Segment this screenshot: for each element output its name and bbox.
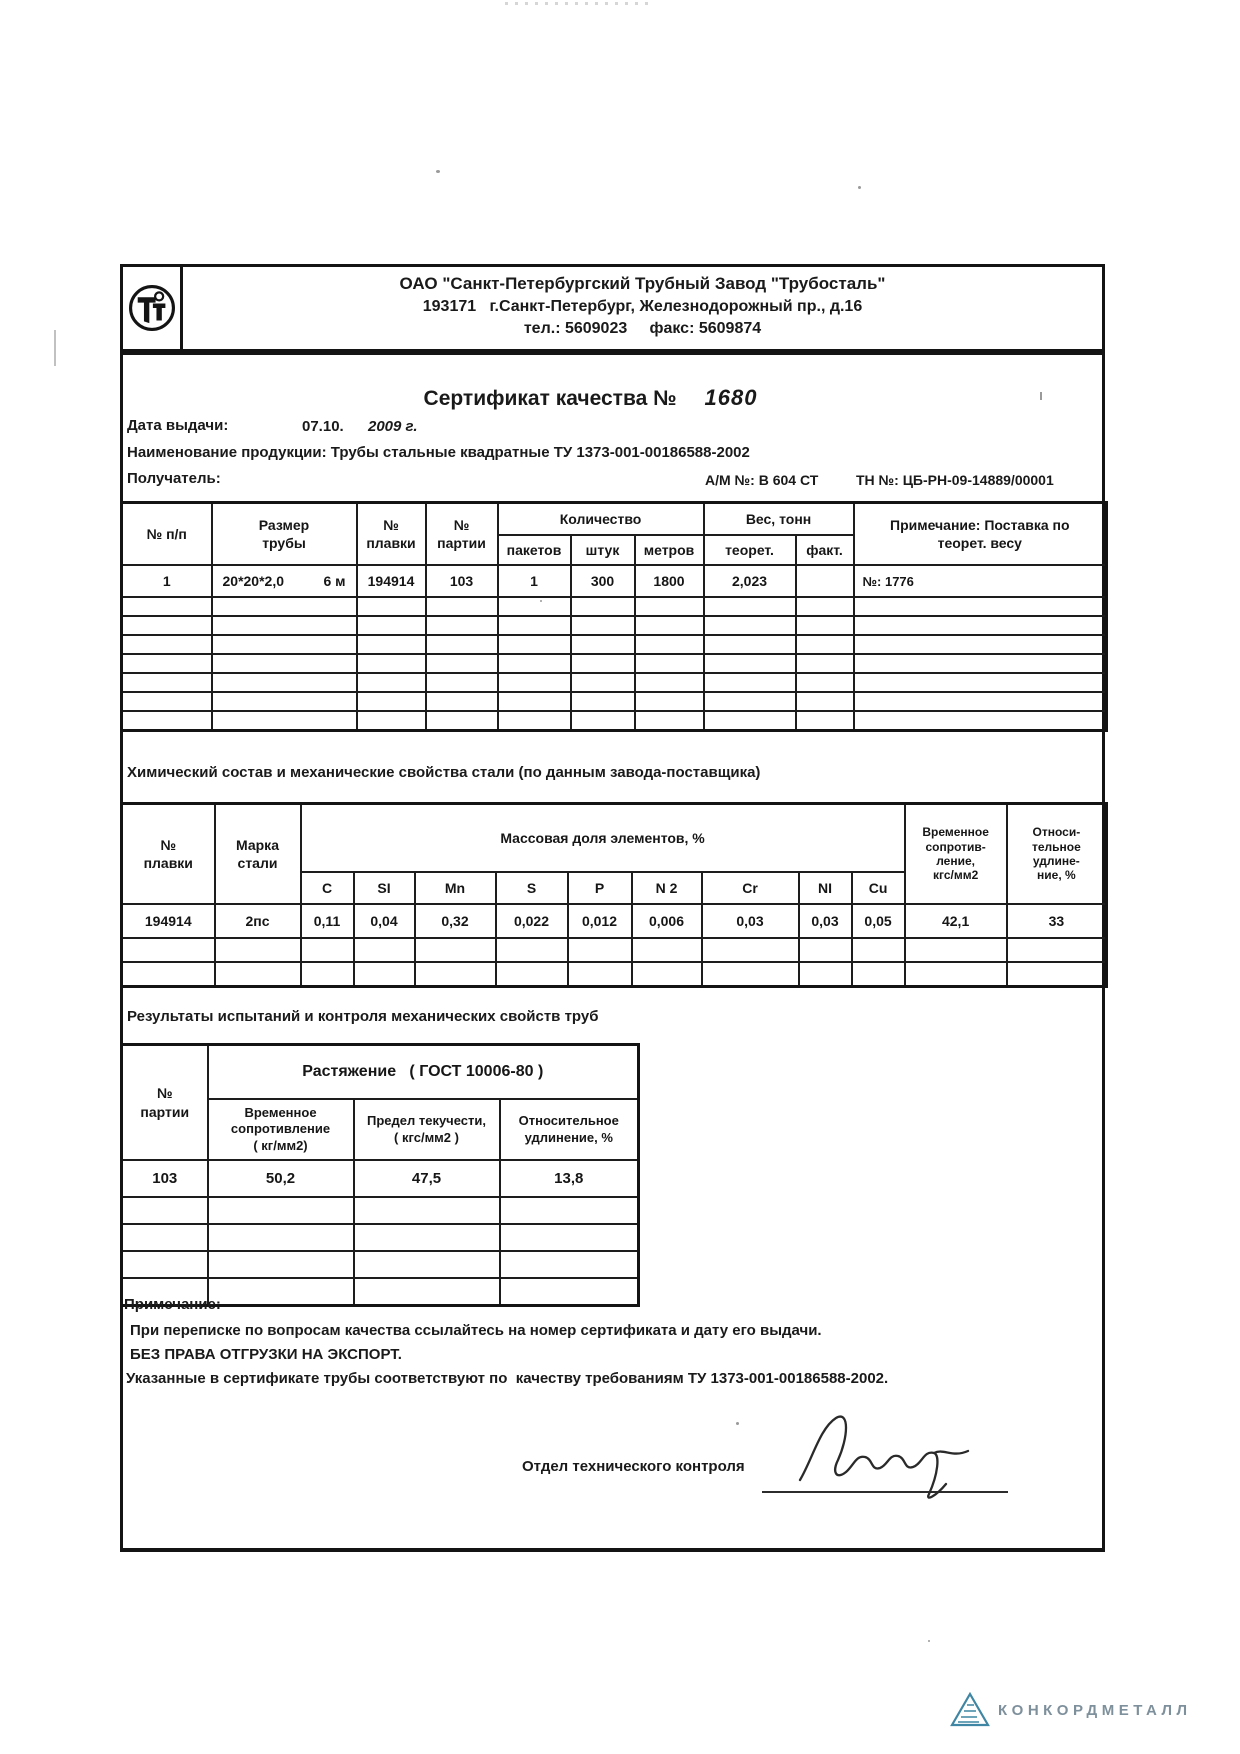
line: ление,	[936, 854, 975, 868]
line: плавки	[366, 535, 416, 551]
line: Временное	[922, 825, 989, 840]
cell-batch: 103	[426, 565, 498, 597]
line: кгс/мм2	[932, 868, 979, 883]
element-header-mn: Mn	[415, 872, 496, 904]
col-header-mass-fraction: Массовая доля элементов, %	[301, 804, 905, 873]
issue-date-year: 2009 г.	[368, 418, 418, 435]
col-header-tensile	[905, 804, 1007, 905]
cell-c: 0,11	[301, 904, 354, 938]
empty-row	[122, 711, 1107, 731]
vehicle-ref: А/М №: В 604 СТ	[705, 472, 819, 488]
empty-row	[122, 635, 1107, 654]
col-header-grade: Марка стали	[215, 804, 301, 905]
col-header-heat	[122, 804, 215, 905]
empty-row	[122, 673, 1107, 692]
chem-section-title: Химический состав и механические свойства стали (по данным завода-поставщика)	[127, 764, 761, 781]
issue-date-value: 07.10.	[302, 418, 344, 435]
element-header-cr: Cr	[702, 872, 799, 904]
product-line: Наименование продукции: Трубы стальные квадратные ТУ 1373-001-00186588-2002	[127, 444, 750, 461]
col-header-pieces: штук	[571, 535, 635, 565]
cell-cu: 0,05	[852, 904, 905, 938]
test-data-row	[122, 1160, 639, 1197]
col-header-fact: факт.	[796, 535, 854, 565]
line: тельное	[1031, 839, 1081, 854]
notes-line-2: БЕЗ ПРАВА ОТГРУЗКИ НА ЭКСПОРТ.	[130, 1346, 402, 1363]
element-header-s: S	[496, 872, 568, 904]
col-header-tension: Растяжение ( ГОСТ 10006-80 )	[208, 1045, 639, 1100]
col-header-batch	[122, 1045, 208, 1161]
company-contacts: тел.: 5609023 факс: 5609874	[523, 320, 762, 337]
line: сопротив-	[925, 839, 986, 854]
line: №	[160, 836, 177, 853]
line: ( кг/мм2)	[253, 1137, 308, 1153]
line: ( кгс/мм2 )	[394, 1129, 459, 1145]
cell-weight-fact	[796, 565, 854, 597]
cell-grade: 2пс	[215, 904, 301, 938]
pipes-table	[120, 501, 1108, 732]
col-header-size	[212, 503, 357, 566]
pipe-length: 6 м	[323, 573, 346, 589]
col-header-elongation	[1007, 804, 1107, 905]
line: №	[453, 516, 470, 533]
col-header-packs: пакетов	[498, 535, 571, 565]
line: удлинение, %	[524, 1129, 613, 1145]
element-header-ni: NI	[799, 872, 852, 904]
waybill-ref: ТН №: ЦБ-РН-09-14889/00001	[856, 472, 1054, 488]
empty-row	[122, 654, 1107, 673]
scan-artifact-dots	[505, 2, 655, 5]
empty-row	[122, 597, 1107, 616]
line: сопротивление	[230, 1121, 331, 1137]
cell-n2: 0,006	[632, 904, 702, 938]
line: партии	[140, 1103, 190, 1120]
cell-batch: 103	[122, 1160, 208, 1197]
scan-speck	[436, 170, 440, 173]
element-header-c: C	[301, 872, 354, 904]
header-box	[120, 264, 1105, 352]
cell-yield: 47,5	[354, 1160, 500, 1197]
cell-note: №: 1776	[854, 565, 1107, 597]
line: №	[156, 1085, 173, 1102]
line: Предел текучести,	[366, 1113, 486, 1129]
col-header-weight: Вес, тонн	[704, 503, 854, 536]
line: партии	[437, 535, 486, 551]
konkordmetall-brand-text: КОНКОРДМЕТАЛЛ	[998, 1702, 1192, 1719]
cell-pieces: 300	[571, 565, 635, 597]
pipe-size: 20*20*2,0	[222, 573, 285, 589]
cell-s: 0,022	[496, 904, 568, 938]
empty-row	[122, 616, 1107, 635]
line: №	[383, 516, 399, 533]
line: удлине-	[1032, 854, 1080, 868]
certificate-title-row	[98, 385, 1083, 411]
receiver-label: Получатель:	[127, 470, 221, 487]
col-header-quantity: Количество	[498, 503, 704, 536]
col-header-note	[854, 503, 1107, 566]
cell-num: 1	[122, 565, 212, 597]
test-section-title: Результаты испытаний и контроля механических свойств труб	[127, 1008, 599, 1025]
konkordmetall-logo-icon	[950, 1692, 990, 1728]
cell-weight-theor: 2,023	[704, 565, 796, 597]
empty-row	[122, 938, 1107, 962]
empty-row	[122, 1224, 639, 1251]
cell-elongation: 33	[1007, 904, 1107, 938]
cell-heat: 194914	[122, 904, 215, 938]
test-results-table	[120, 1043, 640, 1307]
pipes-data-row	[122, 565, 1107, 597]
col-header-batch	[426, 503, 498, 566]
line: Временное	[244, 1105, 317, 1121]
line: теорет. весу	[937, 535, 1022, 551]
empty-row	[122, 1197, 639, 1224]
issue-date-label: Дата выдачи:	[127, 417, 229, 434]
scan-artifact-dash	[54, 330, 56, 366]
empty-row	[122, 962, 1107, 987]
cell-meters: 1800	[635, 565, 704, 597]
notes-line-3: Указанные в сертификате трубы соответствуют по качеству требованиям ТУ 1373-001-00186588-2002.	[126, 1370, 889, 1387]
certificate-number: 1680	[704, 385, 758, 410]
chemistry-data-row	[122, 904, 1107, 938]
cell-size	[212, 565, 357, 597]
line: плавки	[143, 855, 193, 871]
empty-row	[122, 692, 1107, 711]
col-header-theor: теорет.	[704, 535, 796, 565]
col-header-yield	[354, 1099, 500, 1160]
element-header-n2: N 2	[632, 872, 702, 904]
notes-label: Примечание:	[124, 1296, 221, 1313]
cell-packs: 1	[498, 565, 571, 597]
logo-cell	[123, 267, 183, 349]
qc-department-label: Отдел технического контроля	[522, 1458, 745, 1475]
scan-speck	[858, 186, 861, 189]
line: Относи-	[1032, 825, 1081, 840]
company-address: 193171 г.Санкт-Петербург, Железнодорожный пр., д.16	[422, 298, 863, 315]
notes-line-1: При переписке по вопросам качества ссылайтесь на номер сертификата и дату его выдачи.	[130, 1322, 822, 1339]
certificate-title: Сертификат качества №	[423, 387, 677, 410]
col-header-elongation	[500, 1099, 639, 1160]
chemistry-table	[120, 802, 1108, 988]
trubostal-logo-icon	[127, 283, 177, 333]
col-header-heat	[357, 503, 426, 566]
cell-p: 0,012	[568, 904, 632, 938]
company-name: ОАО "Санкт-Петербургский Трубный Завод "Трубосталь"	[399, 274, 886, 293]
cell-cr: 0,03	[702, 904, 799, 938]
line: Относительное	[518, 1113, 619, 1129]
cell-ni: 0,03	[799, 904, 852, 938]
cell-tensile: 50,2	[208, 1160, 354, 1197]
col-header-meters: метров	[635, 535, 704, 565]
line: трубы	[262, 535, 306, 551]
scan-speck	[928, 1640, 930, 1642]
cell-tensile: 42,1	[905, 904, 1007, 938]
handwritten-signature-icon	[786, 1408, 986, 1503]
col-header-num: № п/п	[122, 503, 212, 566]
cell-si: 0,04	[354, 904, 415, 938]
element-header-si: SI	[354, 872, 415, 904]
cell-mn: 0,32	[415, 904, 496, 938]
element-header-cu: Cu	[852, 872, 905, 904]
header-text	[183, 267, 1102, 349]
line: ние, %	[1037, 868, 1076, 883]
element-header-p: P	[568, 872, 632, 904]
cell-heat: 194914	[357, 565, 426, 597]
empty-row	[122, 1251, 639, 1278]
line: Размер	[258, 516, 310, 533]
cell-elongation: 13,8	[500, 1160, 639, 1197]
line: Примечание: Поставка по	[890, 516, 1070, 533]
col-header-tensile	[208, 1099, 354, 1160]
